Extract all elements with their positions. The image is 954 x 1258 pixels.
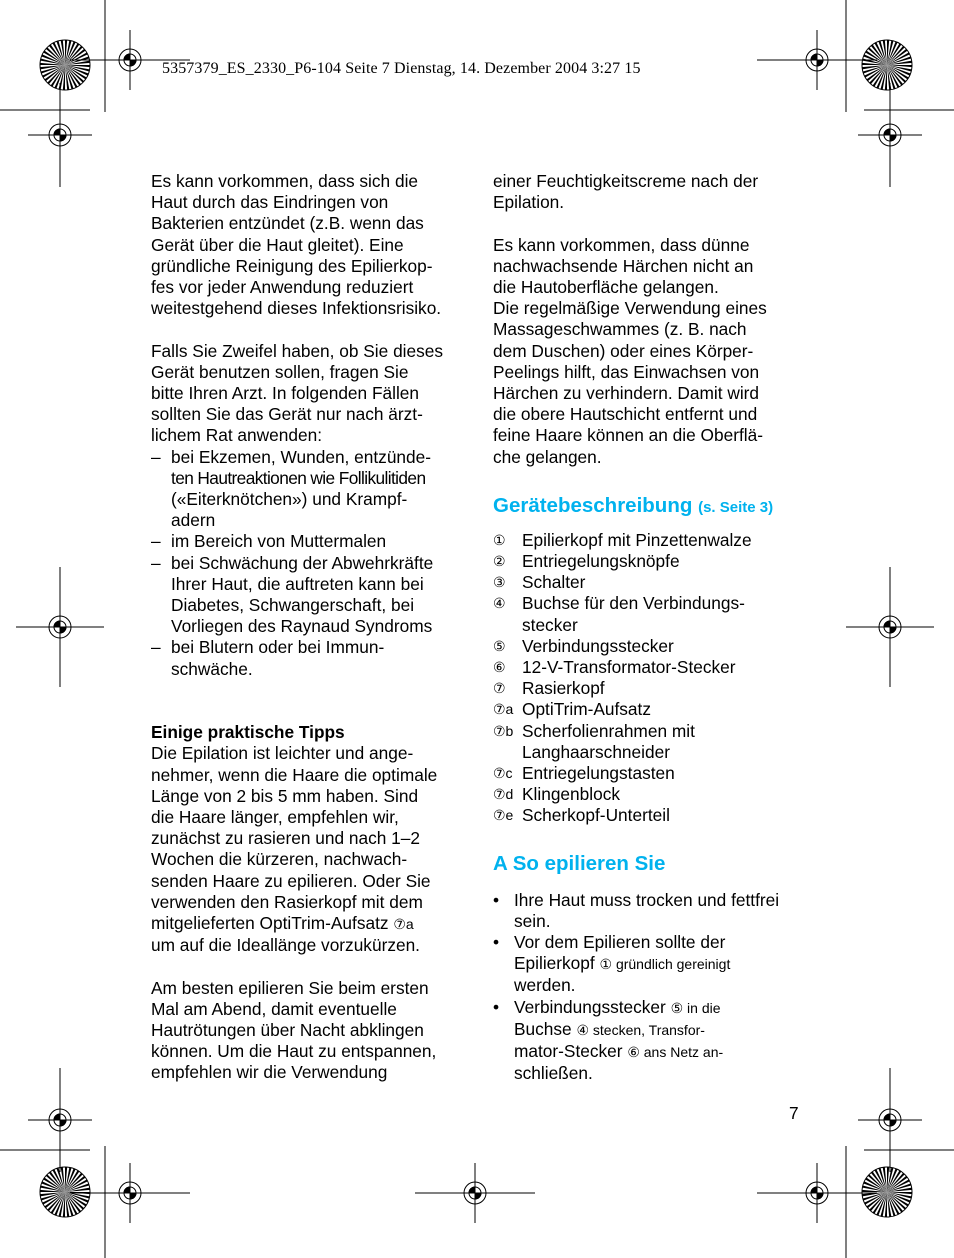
starburst-mark	[862, 1167, 912, 1217]
section-heading-device-description: Gerätebeschreibung (s. Seite 3)	[493, 493, 774, 517]
epilation-steps-list	[493, 890, 813, 1085]
page-number: 7	[789, 1103, 799, 1123]
list-item: ⑥ 12-V-Transformator-Stecker	[493, 657, 736, 678]
paragraph-doctor-advice: Falls Sie Zweifel haben, ob Sie dieses Gerät benutzen sollen, fragen Sie bitte Ihren Arzt. In folgenden Fällen sollten Sie das Gerät nur nach ärzt- lichem Rat anwenden:	[151, 340, 444, 446]
list-item: – im Bereich von Muttermalen	[151, 531, 471, 552]
crosshair-mark	[846, 567, 934, 687]
list-item: ② Entriegelungsknöpfe	[493, 551, 680, 572]
paragraph-ingrown-hairs: Es kann vorkommen, dass dünne nachwachsende Härchen nicht an die Hautoberfläche gelangen. Die regelmäßige Verwendung eines Massageschwammes (z. B. nach dem Duschen) oder eines Körper- Peelings hilft, das Einwachsen von Härchen zu verhindern. Damit wird die obere Hautschicht entfernt und feine Haare können an die Oberflä- che gelangen.	[493, 234, 767, 467]
list-item: ⑦d Klingenblock	[493, 784, 620, 805]
list-item: ① Epilierkopf mit Pinzettenwalze	[493, 529, 752, 550]
list-item: – bei Blutern oder bei Immun- schwäche.	[151, 637, 471, 679]
starburst-mark	[40, 1167, 90, 1217]
list-item: ③ Schalter	[493, 572, 586, 593]
tips-section: Einige praktische Tipps Die Epilation ist leichter und ange- nehmer, wenn die Haare die optimale Länge von 2 bis 5 mm haben. Sind die Haare länger, empfehlen wir, zunächst zu rasieren und nach 1–2 Wochen die kürzeren, nachwach- senden Haare zu epilieren. Oder Sie verwenden den Rasierkopf mit dem mitgelieferten OptiTrim-Aufsatz ⑦a um auf die Ideallänge vorzukürzen.	[151, 722, 438, 956]
list-item: • Ihre Haut muss trocken und fettfrei sein.	[493, 890, 813, 932]
crosshair-mark	[16, 567, 104, 687]
list-item: ⑤ Verbindungsstecker	[493, 635, 674, 656]
crosshair-mark	[28, 1068, 92, 1172]
crosshair-mark	[858, 83, 922, 187]
print-header: 5357379_ES_2330_P6-104 Seite 7 Dienstag, 14. Dezember 2004 3:27 15	[162, 60, 641, 77]
starburst-mark	[40, 40, 90, 90]
part-reference: ⑦a	[393, 916, 414, 933]
list-item: ⑦a OptiTrim-Aufsatz	[493, 699, 651, 720]
list-item: ⑦e Scherkopf-Unterteil	[493, 805, 670, 826]
list-item: – bei Ekzemen, Wunden, entzünde- ten Hautreaktionen wie Follikulitiden («Eiterknötchen») und Krampf- adern	[151, 447, 471, 532]
list-item: ⑦ Rasierkopf	[493, 678, 605, 699]
starburst-mark	[862, 40, 912, 90]
contraindication-list	[151, 447, 471, 680]
tips-heading: Einige praktische Tipps	[151, 722, 345, 743]
list-item: • Vor dem Epilieren sollte der Epilierkopf ① gründlich gereinigt werden.	[493, 932, 813, 997]
list-item: ⑦b Scherfolienrahmen mit Langhaarschneider	[493, 720, 695, 762]
list-item: ④ Buchse für den Verbindungs- stecker	[493, 593, 745, 635]
crosshair-mark	[415, 1163, 535, 1223]
crosshair-mark	[757, 1163, 877, 1223]
crosshair-mark	[858, 1068, 922, 1172]
paragraph-infection-risk: Es kann vorkommen, dass sich die Haut durch das Eindringen von Bakterien entzündet (z.B. wenn das Gerät über die Haut gleitet). Eine gründliche Reinigung des Epilierkop- fes vor jeder Anwendung reduziert weitestgehend dieses Infektionsrisiko.	[151, 171, 442, 319]
list-item: • Verbindungsstecker ⑤ in die Buchse ④ stecken, Transfor- mator-Stecker ⑥ ans Netz an- schließen.	[493, 997, 813, 1085]
crosshair-mark	[28, 83, 92, 187]
list-item: – bei Schwächung der Abwehrkräfte Ihrer Haut, die auftreten kann bei Diabetes, Schwangerschaft, bei Vorliegen des Raynaud Syndroms	[151, 553, 471, 638]
section-heading-how-to-epilate: A So epilieren Sie	[493, 851, 666, 875]
list-item: ⑦c Entriegelungstasten	[493, 763, 675, 784]
crosshair-mark	[757, 30, 877, 90]
right-column	[493, 171, 813, 1085]
paragraph-moisturizer: einer Feuchtigkeitscreme nach der Epilation.	[493, 171, 759, 213]
paragraph-evening-epilation: Am besten epilieren Sie beim ersten Mal am Abend, damit eventuelle Hautrötungen über Nacht abklingen können. Um die Haut zu entspannen, empfehlen wir die Verwendung	[151, 977, 437, 1083]
left-column	[151, 171, 471, 1084]
parts-list	[493, 530, 813, 827]
